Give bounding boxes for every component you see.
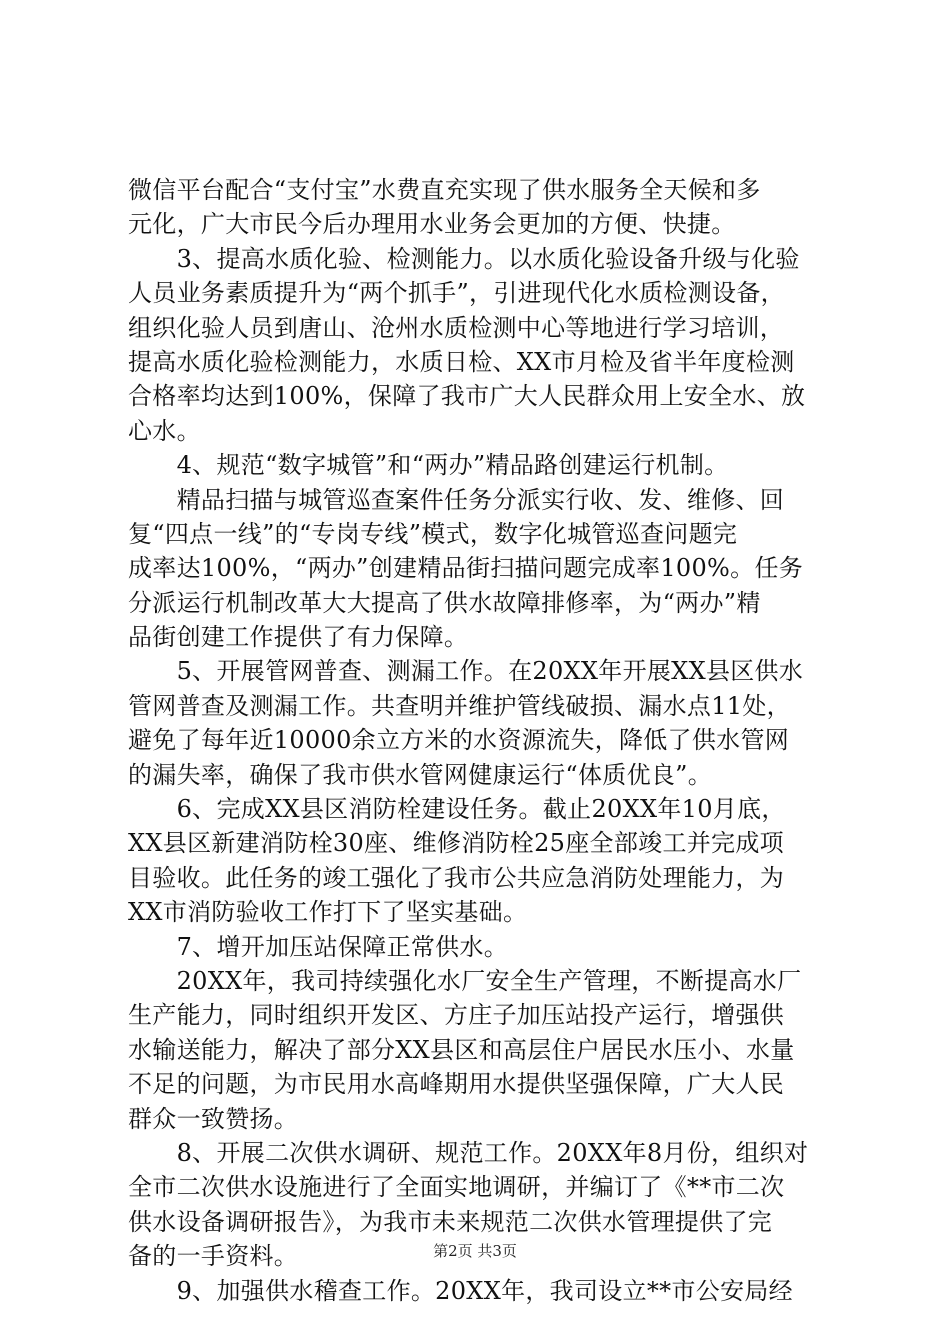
- page-number: 第2页 共3页: [433, 1242, 517, 1260]
- text-line: 全市二次供水设施进行了全面实地调研，并编订了《**市二次: [128, 1173, 785, 1202]
- text-line: 生产能力，同时组织开发区、方庄子加压站投产运行，增强供: [128, 1001, 785, 1030]
- text-line: 避免了每年近10000余立方米的水资源流失，降低了供水管网: [128, 726, 790, 755]
- text-line: XX县区新建消防栓30座、维修消防栓25座全部竣工并完成项: [128, 829, 784, 858]
- text-line: 水输送能力，解决了部分XX县区和高层住户居民水压小、水量: [128, 1035, 795, 1064]
- text-line: 精品扫描与城管巡查案件任务分派实行收、发、维修、回: [128, 485, 785, 514]
- text-line: 20XX年，我司持续强化水厂安全生产管理，不断提高水厂: [128, 966, 802, 995]
- text-line: 人员业务素质提升为“两个抓手”，引进现代化水质检测设备，: [128, 279, 785, 308]
- text-line: 元化，广大市民今后办理用水业务会更加的方便、快捷。: [128, 210, 736, 239]
- text-line: 8、开展二次供水调研、规范工作。20XX年8月份，组织对: [128, 1138, 809, 1167]
- text-line: 9、加强供水稽查工作。20XX年，我司设立**市公安局经: [128, 1276, 793, 1305]
- text-line: 的漏失率，确保了我市供水管网健康运行“体质优良”。: [128, 760, 713, 789]
- text-line: 群众一致赞扬。: [128, 1104, 299, 1133]
- text-line: 组织化验人员到唐山、沧州水质检测中心等地进行学习培训，: [128, 313, 785, 342]
- text-line: 心水。: [128, 416, 201, 445]
- text-line: 供水设备调研报告》，为我市未来规范二次供水管理提供了完: [128, 1207, 773, 1236]
- text-line: 提高水质化验检测能力，水质日检、XX市月检及省半年度检测: [128, 347, 795, 376]
- text-line: 品街创建工作提供了有力保障。: [128, 623, 469, 652]
- text-line: 成率达100%，“两办”创建精品街扫描问题完成率100%。任务: [128, 554, 804, 583]
- document-body: [128, 173, 838, 1308]
- text-line: 不足的问题，为市民用水高峰期用水提供坚强保障，广大人民: [128, 1070, 785, 1099]
- text-line: 微信平台配合“支付宝”水费直充实现了供水服务全天候和多: [128, 176, 761, 204]
- page-footer: [0, 1240, 950, 1261]
- text-line: XX市消防验收工作打下了坚实基础。: [128, 898, 528, 927]
- text-line: 目验收。此任务的竣工强化了我市公共应急消防处理能力，为: [128, 863, 785, 892]
- text-line: 合格率均达到100%，保障了我市广大人民群众用上安全水、放: [128, 382, 806, 411]
- text-line: 备的一手资料。: [128, 1242, 299, 1271]
- text-line: 复“四点一线”的“专岗专线”模式，数字化城管巡查问题完: [128, 519, 738, 548]
- text-line: 分派运行机制改革大大提高了供水故障排修率，为“两办”精: [128, 588, 761, 617]
- text-line: 4、规范“数字城管”和“两办”精品路创建运行机制。: [128, 451, 729, 480]
- text-line: 5、开展管网普查、测漏工作。在20XX年开展XX县区供水: [128, 657, 804, 686]
- text-line: 管网普查及测漏工作。共查明并维护管线破损、漏水点11处，: [128, 691, 791, 720]
- text-line: 7、增开加压站保障正常供水。: [128, 932, 509, 961]
- text-line: 3、提高水质化验、检测能力。以水质化验设备升级与化验: [128, 244, 800, 273]
- text-line: 6、完成XX县区消防栓建设任务。截止20XX年10月底，: [128, 795, 786, 824]
